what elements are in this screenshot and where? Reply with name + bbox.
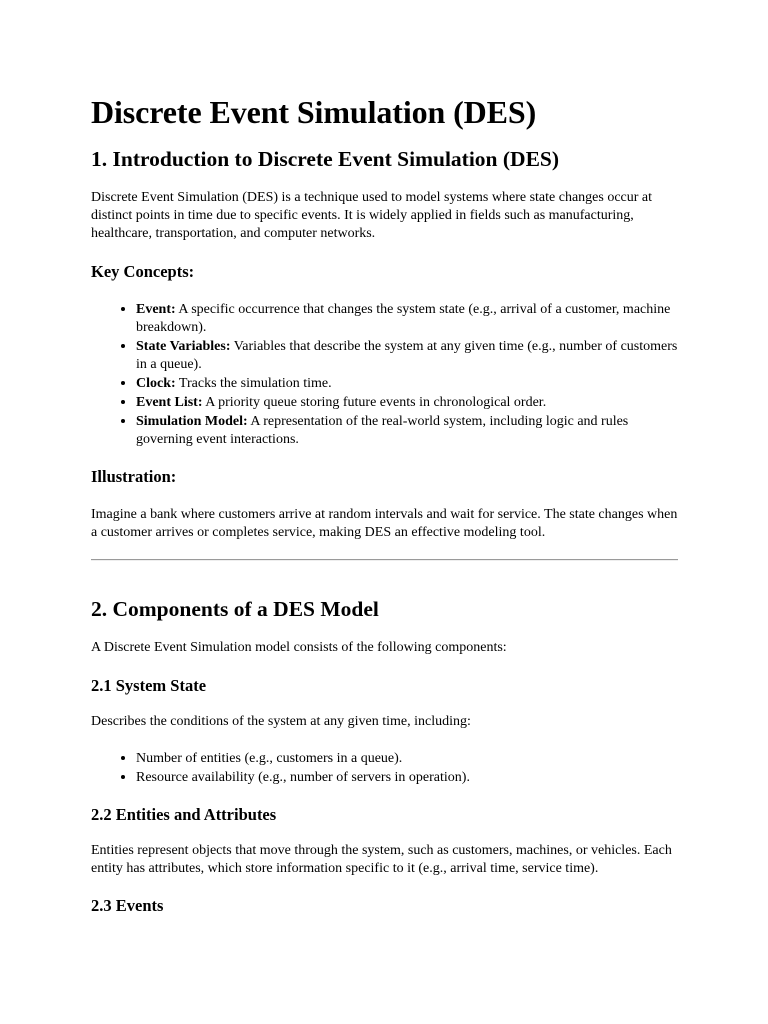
list-item: • Resource availability (e.g., number of servers in operation). <box>136 768 678 787</box>
subsection-2-2-text: Entities represent objects that move through the system, such as customers, machines, or vehicles. Each entity has attributes, which store information specific to it (e.g., arrival time, service time). <box>91 843 672 876</box>
concept-description: Variables that describe the system at any given time (e.g., number of customers in a queue). <box>136 339 678 372</box>
list-item: • Number of entities (e.g., customers in a queue). <box>136 749 678 768</box>
concept-term: State Variables: <box>136 339 231 354</box>
subsection-2-1-heading: 2.1 System State <box>91 676 207 695</box>
system-state-list <box>91 749 678 787</box>
section-divider <box>91 559 678 561</box>
concept-description: A priority queue storing future events in chronological order. <box>202 395 547 410</box>
list-item <box>136 374 678 393</box>
concept-term: Event: <box>136 302 176 317</box>
concept-term: Event List: <box>136 395 203 410</box>
concept-term: Clock: <box>136 376 176 391</box>
section-2-heading: 2. Components of a DES Model <box>91 597 379 621</box>
key-concepts-heading: Key Concepts: <box>91 262 195 281</box>
section-1-heading: 1. Introduction to Discrete Event Simulation (DES) <box>91 147 560 171</box>
list-item <box>136 337 678 374</box>
list-item <box>136 300 678 337</box>
subsection-2-1-text: Describes the conditions of the system at any given time, including: <box>91 714 471 729</box>
concept-description: Tracks the simulation time. <box>175 376 332 391</box>
concept-description: A specific occurrence that changes the system state (e.g., arrival of a customer, machine breakdown). <box>136 302 671 335</box>
document-title: Discrete Event Simulation (DES) <box>91 94 537 130</box>
illustration-heading: Illustration: <box>91 467 177 486</box>
illustration-text: Imagine a bank where customers arrive at random intervals and wait for service. The state changes when a customer arrives or completes service, making DES an effective modeling tool. <box>91 507 678 540</box>
section-2-intro: A Discrete Event Simulation model consists of the following components: <box>91 640 507 655</box>
concept-description: A representation of the real-world system, including logic and rules governing event interactions. <box>136 414 629 447</box>
list-item <box>136 412 678 449</box>
subsection-2-2-heading: 2.2 Entities and Attributes <box>91 805 277 824</box>
list-item <box>136 393 678 412</box>
key-concepts-list <box>91 300 678 449</box>
section-1-intro: Discrete Event Simulation (DES) is a technique used to model systems where state changes occur at distinct points in time due to specific events. It is widely applied in fields such as manufacturing, healthcare, transportation, and computer networks. <box>91 190 653 241</box>
concept-term: Simulation Model: <box>136 414 248 429</box>
subsection-2-3-heading: 2.3 Events <box>91 896 164 915</box>
